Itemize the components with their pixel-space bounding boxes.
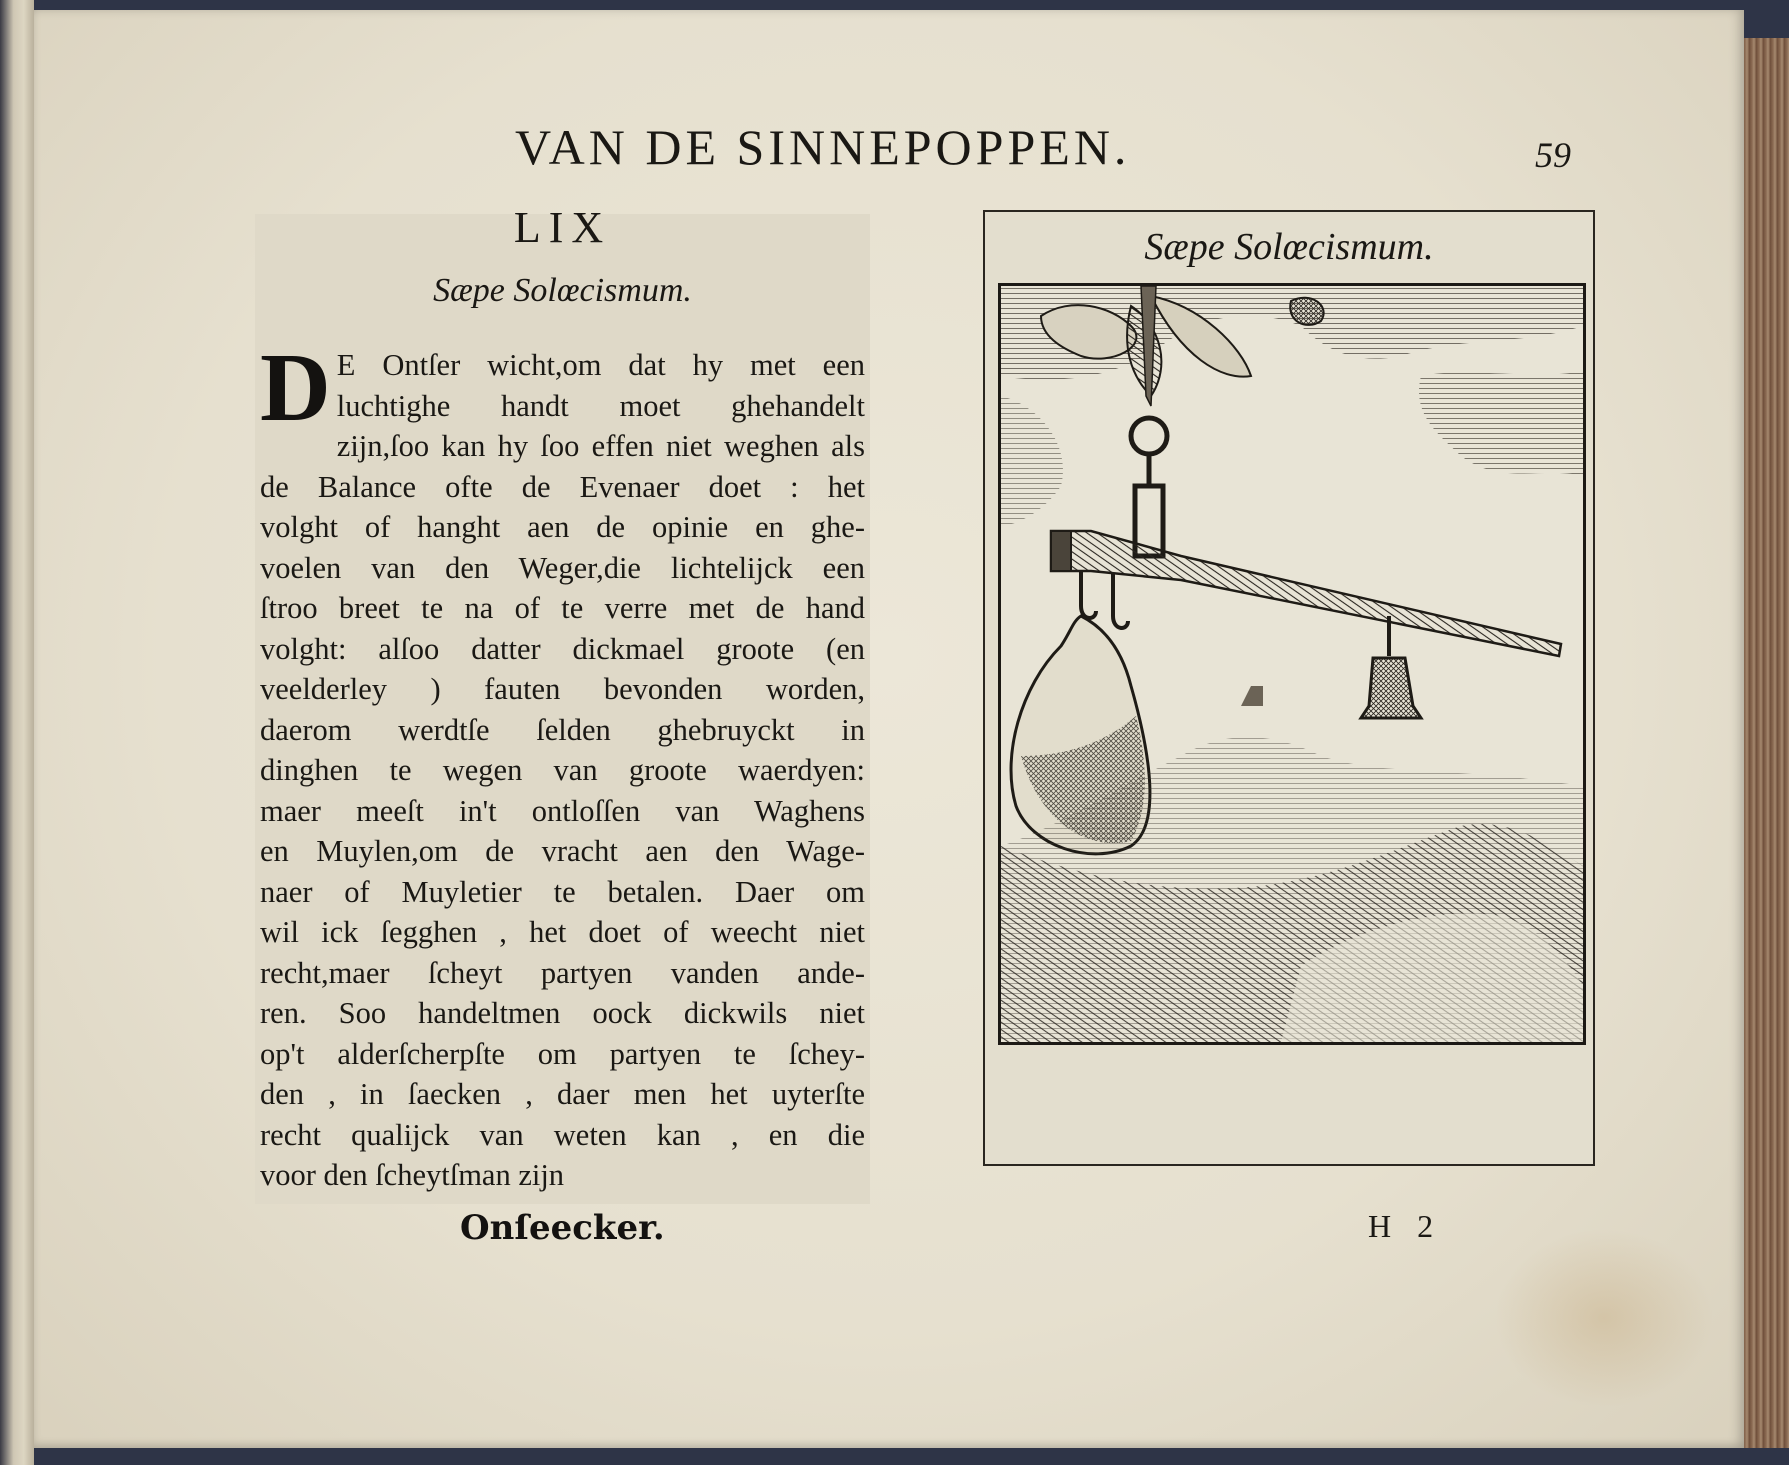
steelyard-engraving	[998, 283, 1586, 1045]
plate-title: Sæpe Solœcismum.	[1144, 226, 1434, 268]
body-line: op't alderſcherpſte om partyen te ſchey-	[260, 1036, 865, 1071]
emblem-number: LIX	[513, 203, 612, 252]
book-spine-edge	[0, 0, 34, 1465]
running-head: VAN DE SINNEPOPPEN.	[515, 119, 1131, 175]
body-line: ſtroo breet te na of te verre met de hand	[260, 591, 865, 625]
body-line: volght of hanght aen de opinie en ghe-	[260, 510, 865, 544]
body-line: volght: alſoo datter dickmael groote (en	[260, 631, 865, 666]
emblem-motto: Sæpe Solœcismum.	[433, 272, 692, 309]
body-line: daerom werdtſe ſelden ghebruyckt in	[260, 712, 865, 747]
body-line: luchtighe handt moet ghehandelt	[336, 388, 865, 423]
body-line: wil ick ſegghen , het doet of weecht niet	[260, 915, 865, 949]
body-line: maer meeſt in't ontloſſen van Waghens	[260, 793, 865, 828]
body-line: den , in ſaecken , daer men het uyterſte	[260, 1077, 865, 1111]
body-line: voelen van den Weger,die lichtelijck een	[260, 550, 865, 585]
body-line: dinghen te wegen van groote waerdyen:	[260, 753, 865, 787]
catchword: Onſeecker.	[460, 1208, 665, 1248]
body-line: recht,maer ſcheyt partyen vanden ande-	[260, 955, 865, 990]
body-line: naer of Muyletier te betalen. Daer om	[260, 874, 865, 909]
body-line: ren. Soo handeltmen oock dickwils niet	[260, 996, 865, 1030]
body-line: recht qualijck van weten kan , en die	[260, 1117, 865, 1152]
signature-mark: H 2	[1368, 1208, 1434, 1244]
page-number: 59	[1535, 135, 1571, 175]
body-line: de Balance ofte de Evenaer doet : het	[260, 469, 865, 504]
body-line: voor den ſcheytſman zijn	[260, 1158, 565, 1192]
hook-right	[1113, 574, 1128, 628]
drop-cap: D	[260, 334, 331, 442]
body-line: en Muylen,om de vracht aen den Wage-	[260, 834, 865, 868]
steelyard-beam	[1051, 531, 1561, 656]
body-line: E Ontſer wicht,om dat hy met een	[336, 348, 865, 382]
body-line: veelderley ) fauten bevonden worden,	[260, 672, 865, 706]
counterweight	[1361, 658, 1421, 718]
steelyard-illustration	[1001, 286, 1583, 1042]
emblem-body-text	[260, 334, 865, 1196]
ring	[1131, 418, 1167, 454]
hook-left	[1081, 571, 1096, 618]
body-line: zijn,ſoo kan hy ſoo effen niet weghen als	[336, 429, 865, 463]
foxing-stain	[1494, 1228, 1714, 1408]
